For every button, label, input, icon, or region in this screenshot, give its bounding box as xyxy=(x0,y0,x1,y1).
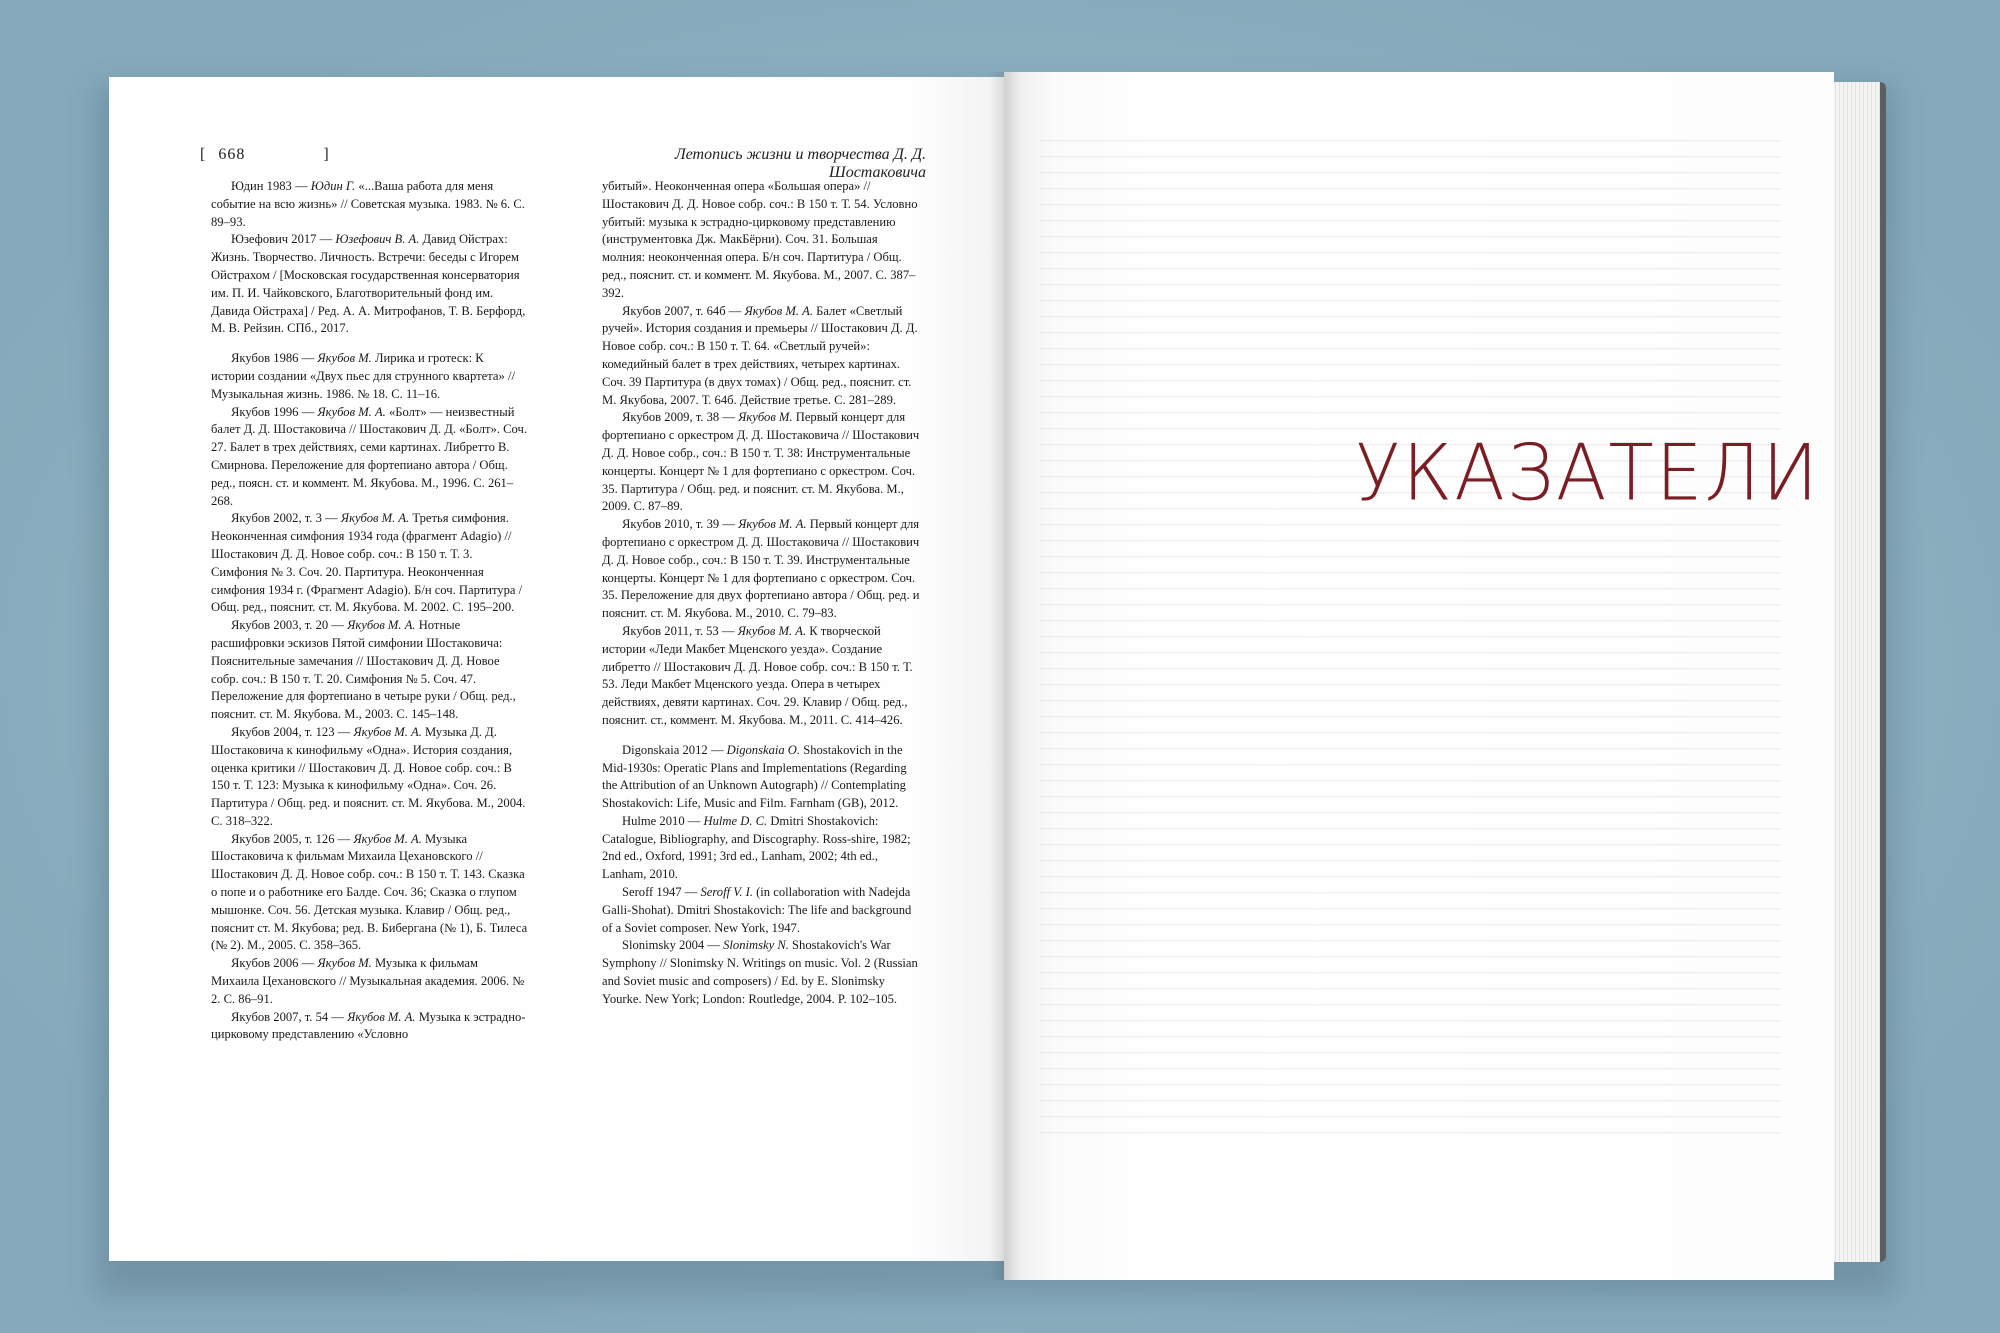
entry-key: Digonskaia 2012 — xyxy=(622,742,727,757)
entry-author: Якубов М. А. xyxy=(738,517,807,532)
bibliography-entry xyxy=(211,1009,529,1045)
entry-author: Юзефович В. А. xyxy=(335,232,420,247)
entry-author: Якубов М. А. xyxy=(317,404,386,419)
entry-key: Якубов 1996 — xyxy=(231,404,318,419)
bibliography-entry xyxy=(602,884,920,937)
entry-author: Seroff V. I. xyxy=(700,885,753,900)
entry-text: Третья симфония. Неоконченная симфония 1934 года (фрагмент Adagio) // Шостакович Д. Д. Новое собр. соч.: В 150 т. Т. 3. Симфония № 3. Соч. 20. Партитура. Неоконченная симфония 1934 г. (Фрагмент Adagio). Б/н соч. Партитура / Общ. ред., пояснит. ст. М. Якубова. М. 2002. С. 195–200. xyxy=(211,511,523,615)
bibliography-entry xyxy=(602,937,920,1008)
bibliography-entry xyxy=(602,303,920,410)
entry-text: Музыка к эстрадно-цирковому представлению «Условно xyxy=(211,1009,526,1042)
bibliography-entry xyxy=(602,813,920,884)
section-heading: УКАЗАТЕЛИ xyxy=(1355,427,1820,519)
entry-author: Юдин Г. xyxy=(310,179,356,193)
entry-text: Балет «Светлый ручей». История создания и премьеры // Шостакович Д. Д. Новое собр. соч.: В 150 т. Т. 64. «Светлый ручей»: комедийный балет в трех действиях, четырех картинах. Соч. 39 Партитура (в двух томах) / Общ. ред., пояснит. ст. М. Якубова, 2007. Т. 64б. Действие третье. С. 281–289. xyxy=(602,303,918,407)
bibliography-entry xyxy=(211,831,529,956)
entry-text: (in collaboration with Nadejda Galli-Shohat). Dmitri Shostakovich: The life and background of a Soviet composer. New York, 1947. xyxy=(602,885,912,935)
entry-text: Музыка Шостаковича к фильмам Михаила Цехановского // Шостакович Д. Д. Новое собр. соч.: В 150 т. Т. 143. Сказка о попе и о работнике его Балде. Соч. 36; Сказка о глупом мышонке. Соч. 56. Детская музыка. Клавир / Общ. ред., пояснит ст. М. Якубова; ред. В. Бибергана (№ 1), Б. Тилеса (№ 2). М., 2005. С. 358–365. xyxy=(211,831,528,953)
entry-author: Якубов М. А. xyxy=(353,831,422,846)
folio-number: 668 xyxy=(218,146,246,163)
entry-text: К творческой истории «Леди Макбет Мценского уезда». Создание либретто // Шостакович Д. Д. Новое собр. соч.: В 150 т. Т. 53. Леди Макбет Мценского уезда. Опера в четырех действиях, девяти картинах. Соч. 29. Клавир / Общ. ред., пояснит. ст., коммент. М. Якубова. М., 2011. С. 414–426. xyxy=(602,623,913,727)
entry-author: Якубов М. xyxy=(317,351,372,366)
entry-author: Якубов М. А. xyxy=(347,1009,416,1024)
bibliography-entry xyxy=(602,516,920,623)
bibliography-entry xyxy=(211,724,529,831)
show-through-text xyxy=(1040,140,1780,1140)
entry-key: Якубов 2007, т. 64б — xyxy=(622,303,745,318)
entry-text: Dmitri Shostakovich: Catalogue, Bibliography, and Discography. Ross-shire, 1982; 2nd ed., Oxford, 1991; 3rd ed., Lanham, 2002; 4th ed., Lanham, 2010. xyxy=(602,813,911,882)
folio-bracket-open: [ xyxy=(200,146,207,163)
entry-text: Музыка Д. Д. Шостаковича к кинофильму «Одна». История создания, оценка критики // Шостакович Д. Д. Новое собр. соч.: В 150 т. Т. 123: Музыка к кинофильму «Одна». Соч. 26. Партитура / Общ. ред. и пояснит. ст. М. Якубова. М., 2004. С. 318–322. xyxy=(211,724,526,828)
entry-text: «Болт» — неизвестный балет Д. Д. Шостаковича // Шостакович Д. Д. «Болт». Соч. 27. Балет в трех действиях, семи картинах. Либретто В. Смирнова. Переложение для фортепиано автора / Общ. ред., поясн. ст. и коммент. М. Якубова. М., 1996. С. 261–268. xyxy=(211,404,528,508)
bibliography-entry xyxy=(211,231,529,338)
bibliography-entry xyxy=(211,510,529,617)
bibliography-entry xyxy=(211,178,529,231)
entry-author: Якубов М. А. xyxy=(744,303,813,318)
entry-key: Якубов 2006 — xyxy=(231,956,318,971)
entry-text: Первый концерт для фортепиано с оркестром Д. Д. Шостаковича // Шостакович Д. Д. Новое собр., соч.: В 150 т. Т. 38: Инструментальные концерты. Концерт № 1 для фортепиано с оркестром. Соч. 35. Партитура / Общ. ред. и пояснит. ст. М. Якубова. М., 2009. С. 87–89. xyxy=(602,410,920,514)
entry-text: Первый концерт для фортепиано с оркестром Д. Д. Шостаковича // Шостакович Д. Д. Новое собр., соч.: В 150 т. Т. 39. Инструментальные концерты. Концерт № 1 для фортепиано с оркестром. Соч. 35. Переложение для двух фортепиано автора / Общ. ред. и пояснит. ст. М. Якубова. М., 2010. С. 79–83. xyxy=(602,517,920,621)
entry-author: Якубов М. А. xyxy=(347,618,416,633)
bibliography-entry xyxy=(211,955,529,1008)
entry-key: Якубов 2011, т. 53 — xyxy=(622,623,738,638)
bibliography-column-1 xyxy=(211,178,529,1044)
book-gutter xyxy=(990,72,1020,1280)
bibliography-entry xyxy=(602,623,920,730)
entry-text: убитый». Неоконченная опера «Большая опера» // Шостакович Д. Д. Новое собр. соч.: В 150 т. Т. 54. Условно убитый: музыка к эстрадно-цирковому представлению (инструментовка Дж. МакБёрни). Соч. 31. Большая молния: неоконченная опера. Б/н соч. Партитура / Общ. ред., пояснит. ст. и коммент. М. Якубова. М., 2007. С. 387–392. xyxy=(602,179,918,300)
entry-key: Якубов 2007, т. 54 — xyxy=(231,1009,348,1024)
entry-text: «...Ваша работа для меня событие на всю жизнь» // Советская музыка. 1983. № 6. С. 89–93. xyxy=(211,179,525,229)
entry-text: Музыка к фильмам Михаила Цехановского // Музыкальная академия. 2006. № 2. С. 86–91. xyxy=(211,956,525,1006)
entry-key: Slonimsky 2004 — xyxy=(622,938,724,953)
entry-key: Seroff 1947 — xyxy=(622,885,701,900)
entry-text: Shostakovich's War Symphony // Slonimsky N. Writings on music. Vol. 2 (Russian and Soviet music and composers) / Ed. by E. Slonimsky Yourke. New York; London: Routledge, 2004. P. 102–105. xyxy=(602,938,918,1006)
entry-author: Slonimsky N. xyxy=(723,938,789,953)
page-number xyxy=(200,146,330,164)
entry-key: Якубов 2003, т. 20 — xyxy=(231,618,348,633)
entry-key: Hulme 2010 — xyxy=(622,813,704,828)
entry-author: Якубов М. xyxy=(738,410,793,425)
bibliography-entry xyxy=(211,404,529,511)
entry-author: Якубов М. А. xyxy=(353,724,422,739)
entry-key: Юзефович 2017 — xyxy=(231,232,336,247)
entry-text: Shostakovich in the Mid-1930s: Operatic Plans and Implementations (Regarding the Attribution of an Unknown Autograph) // Contemplating Shostakovich: Life, Music and Film. Farnham (GB), 2012. xyxy=(602,742,907,811)
entry-author: Hulme D. C. xyxy=(703,813,768,828)
entry-author: Якубов М. А. xyxy=(737,623,807,638)
entry-author: Digonskaia O. xyxy=(726,742,801,757)
bibliography-entry xyxy=(602,742,920,813)
bibliography-entry xyxy=(602,409,920,516)
entry-text: Лирика и гротеск: К истории создании «Двух пьес для струнного квартета» // Музыкальная жизнь. 1986. № 18. С. 11–16. xyxy=(211,351,515,401)
entry-key: Якубов 2004, т. 123 — xyxy=(231,724,354,739)
bibliography-entry xyxy=(602,178,920,303)
entry-key: Якубов 2005, т. 126 — xyxy=(231,831,354,846)
bibliography-entry xyxy=(211,350,529,403)
entry-key: Якубов 2002, т. 3 — xyxy=(231,511,341,526)
entry-key: Якубов 2010, т. 39 — xyxy=(622,517,739,532)
entry-author: Якубов М. xyxy=(317,956,372,971)
entry-key: Якубов 2009, т. 38 — xyxy=(622,410,739,425)
entry-key: Якубов 1986 — xyxy=(231,351,318,366)
entry-text: Нотные расшифровки эскизов Пятой симфонии Шостаковича: Пояснительные замечания // Шостакович Д. Д. Новое собр. соч.: В 150 т. Т. 20. Симфония № 5. Соч. 47. Переложение для фортепиано в четыре руки / Общ. ред., пояснит. ст. М. Якубова. М., 2003. С. 145–148. xyxy=(211,618,516,722)
entry-text: Давид Ойстрах: Жизнь. Творчество. Личность. Встречи: беседы с Игорем Ойстрахом / [Московская государственная консерватория им. П. И. Чайковского, Благотворительный фонд им. Давида Ойстраха] / Ред. А. А. Митрофанов, Т. В. Берфорд, М. В. Рейзин. СПб., 2017. xyxy=(211,232,526,336)
folio-bracket-close: ] xyxy=(323,146,330,163)
running-title: Летопись жизни и творчества Д. Д. Шостаковича xyxy=(674,146,926,181)
bibliography-column-2 xyxy=(602,178,920,1009)
entry-key: Юдин 1983 — xyxy=(231,179,311,193)
bibliography-entry xyxy=(211,617,529,724)
entry-author: Якубов М. А. xyxy=(340,511,410,526)
